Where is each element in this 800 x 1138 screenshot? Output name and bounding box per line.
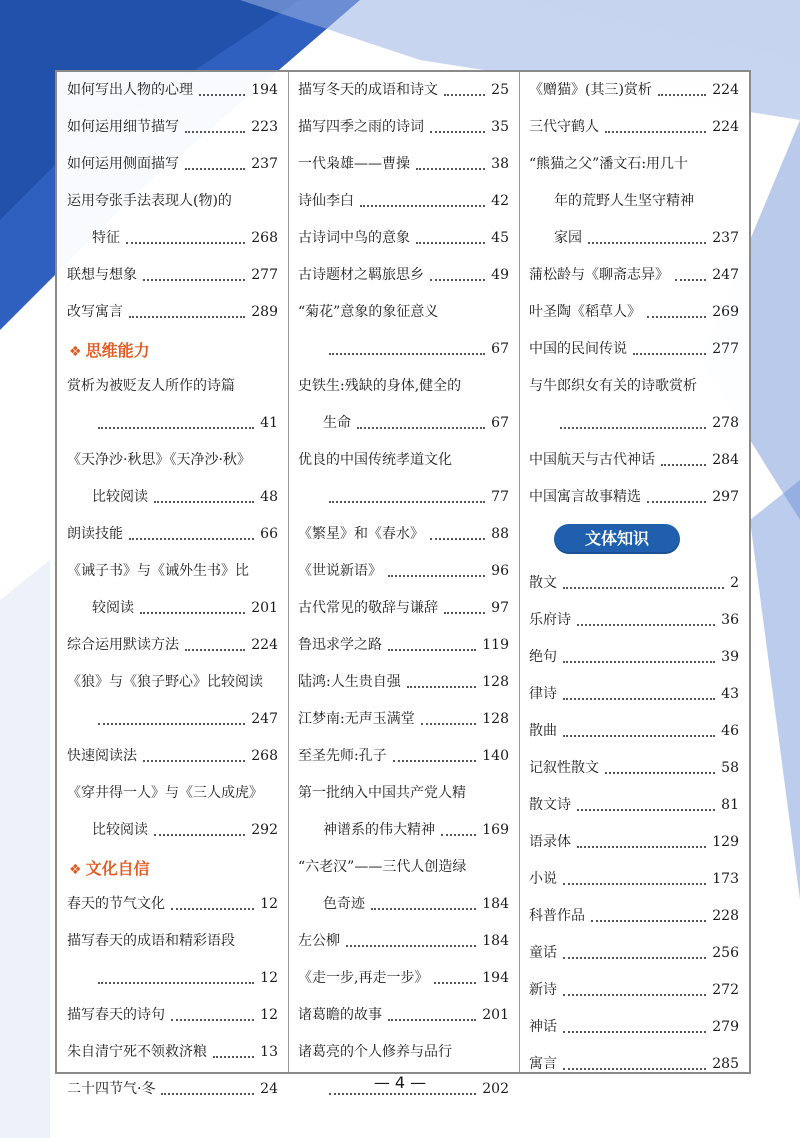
dot-leader	[633, 353, 706, 355]
page-number: — 4 —	[373, 1073, 427, 1092]
dot-leader	[129, 538, 254, 540]
toc-entry-page: 129	[712, 834, 739, 850]
toc-entry-title: 描写四季之雨的诗词	[298, 119, 424, 135]
dot-leader	[441, 834, 476, 836]
section-heading	[57, 331, 288, 368]
toc-entry[interactable]	[57, 479, 288, 516]
toc-entry-title: 《走一步,再走一步》	[298, 970, 429, 986]
dot-leader	[675, 279, 706, 281]
toc-frame	[55, 70, 751, 1097]
toc-entry-page: 96	[491, 563, 509, 579]
toc-entry-title: 描写春天的诗句	[67, 1007, 165, 1023]
toc-entry[interactable]	[288, 664, 519, 701]
toc-entry-page: 279	[712, 1019, 739, 1035]
toc-entry-page: 272	[712, 982, 739, 998]
toc-entry-title: 诗仙李白	[298, 193, 354, 209]
toc-entry[interactable]	[288, 553, 519, 590]
toc-entry[interactable]	[288, 146, 519, 183]
toc-entry[interactable]	[288, 812, 519, 849]
toc-entry[interactable]	[519, 639, 749, 676]
toc-entry-title: 史铁生:残缺的身体,健全的	[298, 378, 462, 394]
toc-entry-page: 41	[260, 415, 278, 431]
toc-entry-page: 42	[491, 193, 509, 209]
toc-entry-title: 叶圣陶《稻草人》	[529, 304, 641, 320]
toc-entry-title: 二十四节气·冬	[67, 1081, 156, 1097]
toc-entry-title: 联想与想象	[67, 267, 137, 283]
toc-entry[interactable]	[57, 590, 288, 627]
dot-leader	[171, 908, 254, 910]
dot-leader	[199, 94, 245, 96]
dot-leader	[563, 883, 706, 885]
toc-entry[interactable]	[519, 602, 749, 639]
toc-entry-title: 《天净沙·秋思》《天净沙·秋》	[67, 452, 251, 468]
toc-entry-page: 247	[712, 267, 739, 283]
dot-leader	[430, 279, 485, 281]
toc-entry-title: 年的荒野人生坚守精神	[554, 193, 694, 209]
dot-leader	[647, 501, 706, 503]
toc-entry[interactable]	[288, 738, 519, 775]
toc-entry-page: 67	[491, 341, 509, 357]
dot-leader	[171, 1019, 254, 1021]
toc-entry-page: 39	[721, 649, 739, 665]
toc-entry-page: 201	[251, 600, 278, 616]
toc-entry-title: 语录体	[529, 834, 571, 850]
toc-entry-title: 绝句	[529, 649, 557, 665]
dot-leader	[560, 427, 706, 429]
toc-entry-title: 如何运用侧面描写	[67, 156, 179, 172]
toc-entry-page: 224	[251, 637, 278, 653]
toc-entry[interactable]	[57, 775, 288, 812]
toc-entry-page: 224	[712, 119, 739, 135]
toc-entry-title: 《世说新语》	[298, 563, 382, 579]
toc-entry-page: 13	[260, 1044, 278, 1060]
toc-entry[interactable]	[519, 405, 749, 442]
toc-entry-title: 中国寓言故事精选	[529, 489, 641, 505]
toc-entry-page: 297	[712, 489, 739, 505]
toc-entry[interactable]	[288, 997, 519, 1034]
dot-leader	[421, 723, 476, 725]
toc-entry-title: 诸葛亮的个人修养与品行	[298, 1044, 452, 1060]
dot-leader	[154, 501, 254, 503]
toc-entry[interactable]	[519, 898, 749, 935]
toc-entry-title: “熊猫之父”潘文石:用几十	[529, 156, 689, 172]
dot-leader	[577, 846, 706, 848]
toc-entry-page: 97	[491, 600, 509, 616]
toc-entry-title: 快速阅读法	[67, 748, 137, 764]
toc-entry-page: 66	[260, 526, 278, 542]
toc-entry-title: 较阅读	[92, 600, 134, 616]
dot-leader	[416, 242, 485, 244]
toc-entry[interactable]	[57, 1034, 288, 1071]
toc-column-2	[288, 72, 519, 1108]
toc-entry-title: 优良的中国传统孝道文化	[298, 452, 452, 468]
toc-entry-page: 24	[260, 1081, 278, 1097]
toc-entry[interactable]	[519, 294, 749, 331]
dot-leader	[605, 131, 706, 133]
toc-entry-title: 家园	[554, 230, 582, 246]
dot-leader	[346, 945, 476, 947]
toc-entry-page: 81	[721, 797, 739, 813]
toc-entry-title: 陆鸿:人生贵自强	[298, 674, 401, 690]
toc-entry[interactable]	[57, 257, 288, 294]
toc-entry[interactable]	[519, 146, 749, 183]
toc-entry-title: 童话	[529, 945, 557, 961]
dot-leader	[98, 723, 245, 725]
toc-entry[interactable]	[288, 960, 519, 997]
toc-entry-page: 38	[491, 156, 509, 172]
toc-entry-title: 如何写出人物的心理	[67, 82, 193, 98]
dot-leader	[563, 994, 706, 996]
toc-entry[interactable]	[519, 935, 749, 972]
toc-entry[interactable]	[57, 183, 288, 220]
toc-entry-page: 202	[482, 1081, 509, 1097]
toc-entry-title: 律诗	[529, 686, 557, 702]
dot-leader	[388, 575, 485, 577]
toc-entry[interactable]	[519, 72, 749, 109]
toc-entry-page: 277	[712, 341, 739, 357]
toc-entry-title: 古代常见的敬辞与谦辞	[298, 600, 438, 616]
toc-entry-page: 223	[251, 119, 278, 135]
dot-leader	[563, 957, 706, 959]
dot-leader	[185, 131, 245, 133]
toc-entry-page: 169	[482, 822, 509, 838]
toc-entry-title: 散文	[529, 575, 557, 591]
toc-entry-page: 58	[721, 760, 739, 776]
toc-entry-title: 蒲松龄与《聊斋志异》	[529, 267, 669, 283]
dot-leader	[143, 279, 245, 281]
toc-column-3	[519, 72, 749, 1083]
toc-entry-title: 《诫子书》与《诫外生书》比	[67, 563, 249, 579]
toc-entry[interactable]	[288, 183, 519, 220]
toc-entry[interactable]	[519, 713, 749, 750]
toc-entry-title: 一代枭雄——曹操	[298, 156, 410, 172]
toc-entry[interactable]	[57, 627, 288, 664]
toc-entry-title: 《狼》与《狼子野心》比较阅读	[67, 674, 263, 690]
toc-entry[interactable]	[519, 368, 749, 405]
toc-entry[interactable]	[519, 442, 749, 479]
toc-entry[interactable]	[57, 368, 288, 405]
toc-entry-page: 256	[712, 945, 739, 961]
section-heading-label: 文化自信	[85, 859, 150, 878]
toc-entry[interactable]	[288, 479, 519, 516]
dot-leader	[143, 760, 245, 762]
dot-leader	[329, 353, 485, 355]
toc-entry-title: 比较阅读	[92, 822, 148, 838]
toc-entry[interactable]	[57, 146, 288, 183]
toc-entry-title: 至圣先师:孔子	[298, 748, 387, 764]
toc-entry-page: 119	[482, 637, 509, 653]
dot-leader	[140, 612, 245, 614]
diamond-bullet-icon: ❖	[69, 862, 82, 878]
toc-entry-title: 运用夸张手法表现人(物)的	[67, 193, 232, 209]
dot-leader	[185, 649, 245, 651]
toc-entry-page: 269	[712, 304, 739, 320]
dot-leader	[213, 1056, 254, 1058]
toc-entry-page: 12	[260, 1007, 278, 1023]
dot-leader	[185, 168, 245, 170]
toc-entry-page: 67	[491, 415, 509, 431]
dot-leader	[563, 587, 724, 589]
toc-entry-page: 128	[482, 711, 509, 727]
toc-entry-title: 科普作品	[529, 908, 585, 924]
toc-entry[interactable]	[57, 923, 288, 960]
toc-entry-page: 49	[491, 267, 509, 283]
toc-entry-title: 左公柳	[298, 933, 340, 949]
dot-leader	[434, 982, 476, 984]
toc-entry[interactable]	[57, 664, 288, 701]
toc-entry[interactable]	[519, 257, 749, 294]
toc-entry-page: 194	[482, 970, 509, 986]
toc-entry-title: 色奇迹	[323, 896, 365, 912]
dot-leader	[588, 242, 706, 244]
dot-leader	[129, 316, 245, 318]
toc-entry[interactable]	[288, 442, 519, 479]
dot-leader	[658, 94, 706, 96]
toc-entry-page: 88	[491, 526, 509, 542]
dot-leader	[647, 316, 706, 318]
toc-entry-title: 记叙性散文	[529, 760, 599, 776]
toc-column-1	[57, 72, 288, 1108]
toc-entry-title: “六老汉”——三代人创造绿	[298, 859, 467, 875]
toc-entry[interactable]	[519, 565, 749, 602]
toc-entry-title: 综合运用默读方法	[67, 637, 179, 653]
toc-entry-title: 古诗题材之羁旅思乡	[298, 267, 424, 283]
dot-leader	[98, 427, 254, 429]
toc-entry-page: 25	[491, 82, 509, 98]
toc-entry-title: 江梦南:无声玉满堂	[298, 711, 415, 727]
dot-leader	[416, 168, 485, 170]
toc-entry-page: 46	[721, 723, 739, 739]
toc-entry-title: 《赠猫》(其三)赏析	[529, 82, 652, 98]
toc-entry[interactable]	[288, 923, 519, 960]
toc-entry[interactable]	[288, 368, 519, 405]
toc-entry-title: 散文诗	[529, 797, 571, 813]
toc-entry-page: 289	[251, 304, 278, 320]
dot-leader	[393, 760, 476, 762]
toc-entry-title: 神谱系的伟大精神	[323, 822, 435, 838]
dot-leader	[126, 242, 245, 244]
toc-entry-page: 237	[251, 156, 278, 172]
toc-entry[interactable]	[288, 331, 519, 368]
toc-entry-title: 朗读技能	[67, 526, 123, 542]
toc-entry[interactable]	[57, 701, 288, 738]
toc-entry-page: 278	[712, 415, 739, 431]
toc-entry[interactable]	[288, 627, 519, 664]
dot-leader	[430, 131, 485, 133]
toc-entry[interactable]	[519, 479, 749, 516]
dot-leader	[563, 661, 715, 663]
toc-entry[interactable]	[57, 553, 288, 590]
dot-leader	[388, 1019, 476, 1021]
dot-leader	[407, 686, 476, 688]
dot-leader	[563, 1068, 706, 1070]
toc-entry-title: 第一批纳入中国共产党人精	[298, 785, 466, 801]
toc-entry[interactable]	[288, 109, 519, 146]
toc-entry-title: 寓言	[529, 1056, 557, 1072]
dot-leader	[154, 834, 245, 836]
toc-entry[interactable]	[288, 72, 519, 109]
toc-entry[interactable]	[519, 109, 749, 146]
dot-leader	[577, 809, 715, 811]
toc-entry-title: 《穿井得一人》与《三人成虎》	[67, 785, 263, 801]
toc-entry[interactable]	[519, 676, 749, 713]
toc-entry[interactable]	[519, 1009, 749, 1046]
dot-leader	[444, 612, 485, 614]
toc-entry-title: 新诗	[529, 982, 557, 998]
toc-entry-page: 224	[712, 82, 739, 98]
toc-entry[interactable]	[57, 997, 288, 1034]
toc-entry[interactable]	[288, 294, 519, 331]
dot-leader	[577, 624, 715, 626]
toc-entry[interactable]	[288, 849, 519, 886]
dot-leader	[329, 1093, 476, 1095]
dot-leader	[661, 464, 706, 466]
toc-entry-title: 改写寓言	[67, 304, 123, 320]
dot-leader	[357, 427, 485, 429]
toc-entry[interactable]	[57, 812, 288, 849]
toc-entry[interactable]	[288, 257, 519, 294]
toc-entry-title: 中国的民间传说	[529, 341, 627, 357]
toc-entry[interactable]	[288, 886, 519, 923]
toc-entry-page: 36	[721, 612, 739, 628]
toc-entry-page: 184	[482, 896, 509, 912]
toc-entry-title: 《繁星》和《春水》	[298, 526, 424, 542]
toc-entry-page: 237	[712, 230, 739, 246]
section-heading-label: 思维能力	[85, 341, 150, 360]
dot-leader	[605, 772, 715, 774]
dot-leader	[360, 205, 485, 207]
dot-leader	[563, 735, 715, 737]
toc-entry-title: 神话	[529, 1019, 557, 1035]
toc-entry-page: 77	[491, 489, 509, 505]
toc-entry[interactable]	[288, 220, 519, 257]
toc-entry[interactable]	[519, 861, 749, 898]
section-pill: 文体知识	[554, 524, 680, 554]
toc-entry-page: 277	[251, 267, 278, 283]
dot-leader	[329, 501, 485, 503]
toc-entry[interactable]	[519, 787, 749, 824]
dot-leader	[388, 649, 476, 651]
dot-leader	[98, 982, 254, 984]
toc-entry[interactable]	[519, 331, 749, 368]
toc-entry-title: 比较阅读	[92, 489, 148, 505]
toc-entry-page: 12	[260, 896, 278, 912]
toc-entry[interactable]	[57, 442, 288, 479]
toc-entry[interactable]	[57, 960, 288, 997]
dot-leader	[591, 920, 706, 922]
toc-entry-title: 中国航天与古代神话	[529, 452, 655, 468]
toc-entry-title: 乐府诗	[529, 612, 571, 628]
dot-leader	[161, 1093, 254, 1095]
toc-entry[interactable]	[57, 294, 288, 331]
toc-entry[interactable]	[288, 405, 519, 442]
dot-leader	[563, 1031, 706, 1033]
toc-entry-page: 48	[260, 489, 278, 505]
toc-entry[interactable]	[288, 1034, 519, 1071]
toc-entry[interactable]	[519, 750, 749, 787]
toc-entry[interactable]	[288, 516, 519, 553]
toc-entry-title: 描写春天的成语和精彩语段	[67, 933, 235, 949]
toc-entry-page: 247	[251, 711, 278, 727]
toc-entry-title: 春天的节气文化	[67, 896, 165, 912]
toc-entry-title: “菊花”意象的象征意义	[298, 304, 439, 320]
toc-entry[interactable]	[57, 220, 288, 257]
toc-entry-page: 12	[260, 970, 278, 986]
toc-entry-page: 268	[251, 748, 278, 764]
toc-entry-title: 小说	[529, 871, 557, 887]
toc-entry-page: 228	[712, 908, 739, 924]
toc-entry[interactable]	[57, 109, 288, 146]
toc-entry-page: 194	[251, 82, 278, 98]
toc-entry-title: 散曲	[529, 723, 557, 739]
toc-entry-page: 45	[491, 230, 509, 246]
dot-leader	[563, 698, 715, 700]
toc-entry-page: 140	[482, 748, 509, 764]
toc-entry-page: 284	[712, 452, 739, 468]
toc-entry[interactable]	[288, 590, 519, 627]
toc-entry-page: 285	[712, 1056, 739, 1072]
toc-entry[interactable]	[519, 183, 749, 220]
toc-entry-page: 173	[712, 871, 739, 887]
toc-entry-page: 184	[482, 933, 509, 949]
toc-entry[interactable]	[57, 72, 288, 109]
toc-entry-page: 35	[491, 119, 509, 135]
toc-entry-title: 赏析为被贬友人所作的诗篇	[67, 378, 235, 394]
section-heading	[57, 849, 288, 886]
toc-entry[interactable]	[57, 516, 288, 553]
section-pill-row	[519, 516, 749, 565]
toc-entry-page: 43	[721, 686, 739, 702]
toc-entry-page: 128	[482, 674, 509, 690]
toc-entry[interactable]	[288, 701, 519, 738]
toc-entry[interactable]	[57, 886, 288, 923]
toc-entry-page: 268	[251, 230, 278, 246]
toc-entry[interactable]	[57, 405, 288, 442]
toc-entry-title: 朱自清宁死不领救济粮	[67, 1044, 207, 1060]
toc-entry[interactable]	[519, 972, 749, 1009]
toc-entry[interactable]	[519, 220, 749, 257]
toc-entry-title: 古诗词中鸟的意象	[298, 230, 410, 246]
toc-entry[interactable]	[288, 775, 519, 812]
toc-entry-page: 2	[730, 575, 739, 591]
toc-entry-title: 诸葛瞻的故事	[298, 1007, 382, 1023]
toc-entry[interactable]	[519, 824, 749, 861]
toc-entry-title: 特征	[92, 230, 120, 246]
dot-leader	[430, 538, 485, 540]
diamond-bullet-icon: ❖	[69, 344, 82, 360]
toc-entry-title: 鲁迅求学之路	[298, 637, 382, 653]
toc-entry-title: 如何运用细节描写	[67, 119, 179, 135]
toc-entry-page: 201	[482, 1007, 509, 1023]
toc-entry-title: 生命	[323, 415, 351, 431]
toc-entry[interactable]	[57, 738, 288, 775]
toc-entry-title: 三代守鹤人	[529, 119, 599, 135]
toc-entry-title: 描写冬天的成语和诗文	[298, 82, 438, 98]
dot-leader	[444, 94, 485, 96]
toc-entry-page: 292	[251, 822, 278, 838]
dot-leader	[371, 908, 476, 910]
toc-entry-title: 与牛郎织女有关的诗歌赏析	[529, 378, 697, 394]
